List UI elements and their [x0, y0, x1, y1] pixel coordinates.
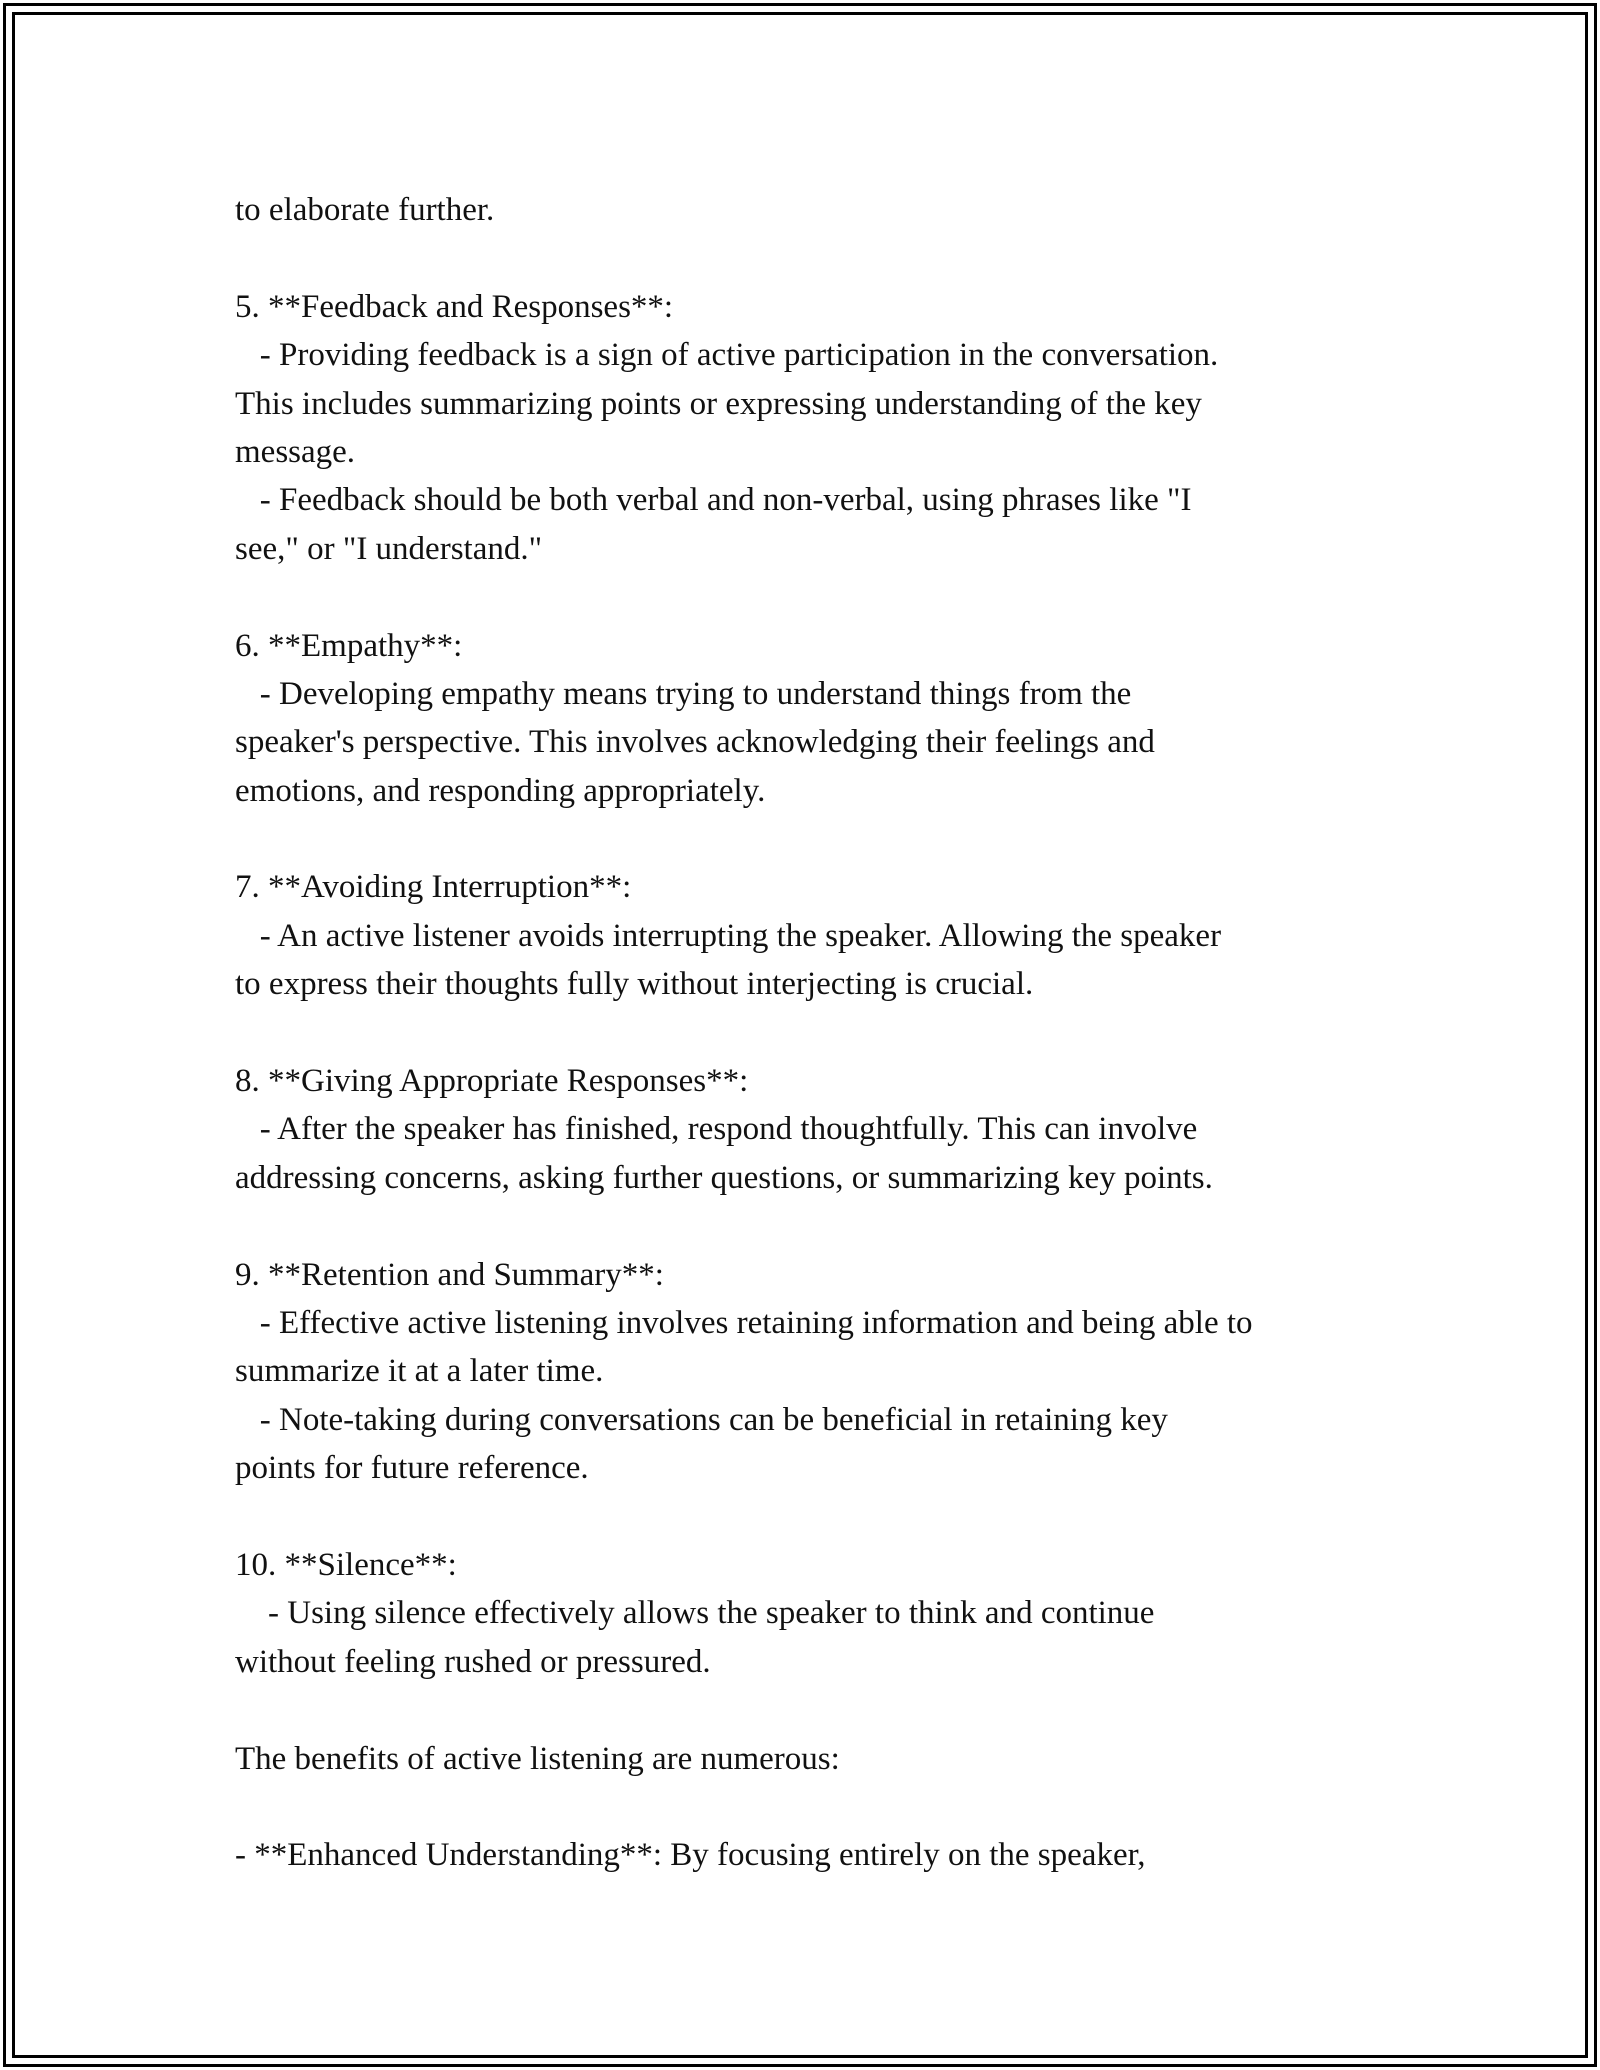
text-line: - Note-taking during conversations can be beneficial in retaining key	[235, 1401, 1168, 1438]
text-line: addressing concerns, asking further questions, or summarizing key points.	[235, 1159, 1213, 1196]
text-line: to elaborate further.	[235, 192, 495, 228]
blank-line	[235, 1686, 1415, 1734]
text-line: - Providing feedback is a sign of active participation in the conversation.	[235, 337, 1219, 374]
text-line: - An active listener avoids interrupting the speaker. Allowing the speaker	[235, 917, 1222, 954]
text-line: without feeling rushed or pressured.	[235, 1643, 711, 1680]
text-line: summarize it at a later time.	[235, 1353, 604, 1390]
section-heading-feedback: 5. **Feedback and Responses**:	[235, 288, 674, 325]
text-line: speaker's perspective. This involves acknowledging their feelings and	[235, 724, 1155, 761]
text-line: message.	[235, 433, 356, 470]
benefit-item-enhanced-understanding: - **Enhanced Understanding**: By focusing entirely on the speaker,	[235, 1837, 1146, 1874]
text-line: emotions, and responding appropriately.	[235, 772, 766, 809]
document-body	[235, 186, 1415, 1880]
section-heading-silence: 10. **Silence**:	[235, 1546, 457, 1583]
text-line: - Feedback should be both verbal and non-verbal, using phrases like "I	[235, 482, 1192, 519]
section-heading-empathy: 6. **Empathy**:	[235, 627, 463, 664]
blank-line	[235, 234, 1415, 282]
blank-line	[235, 815, 1415, 863]
section-heading-appropriate-responses: 8. **Giving Appropriate Responses**:	[235, 1063, 749, 1100]
text-line: - Developing empathy means trying to understand things from the	[235, 675, 1132, 712]
text-line: This includes summarizing points or expressing understanding of the key	[235, 385, 1202, 422]
blank-line	[235, 1783, 1415, 1831]
text-line: - Using silence effectively allows the speaker to think and continue	[235, 1595, 1155, 1632]
text-line: to express their thoughts fully without interjecting is crucial.	[235, 966, 1034, 1003]
blank-line	[235, 1493, 1415, 1541]
blank-line	[235, 1202, 1415, 1250]
section-heading-retention: 9. **Retention and Summary**:	[235, 1256, 664, 1293]
section-heading-avoiding-interruption: 7. **Avoiding Interruption**:	[235, 869, 632, 906]
text-line: points for future reference.	[235, 1450, 589, 1487]
text-line: - After the speaker has finished, respond thoughtfully. This can involve	[235, 1111, 1198, 1148]
benefits-intro: The benefits of active listening are numerous:	[235, 1740, 840, 1777]
blank-line	[235, 573, 1415, 621]
text-line: see," or "I understand."	[235, 530, 543, 567]
blank-line	[235, 1009, 1415, 1057]
text-line: - Effective active listening involves retaining information and being able to	[235, 1304, 1253, 1341]
